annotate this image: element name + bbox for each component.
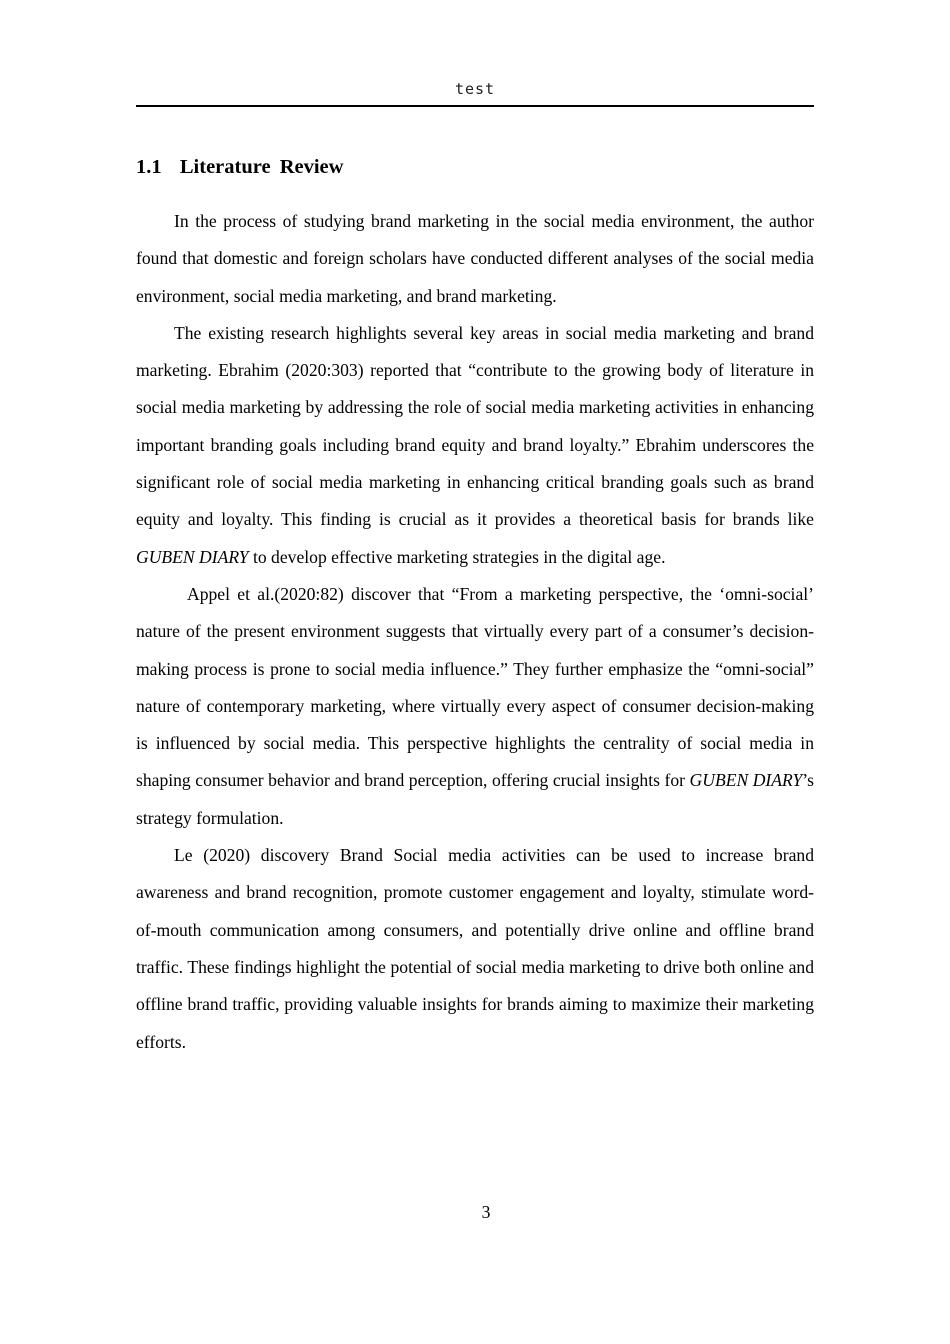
paragraph-3-tail: ’s strategy formulation. [136, 770, 814, 828]
paragraph-2-text: The existing research highlights several key areas in social media marketing and brand marketing. Ebrahim (2020:303) reported that “contribute to the growing body of literature in social media marketing by addressing the role of social media marketing activities in enhancing important branding goals including brand equity and brand loyalty.” Ebrahim underscores the significant role of social media marketing in enhancing critical branding goals such as brand equity and loyalty. This finding is crucial as it provides a theoretical basis for brands like [136, 322, 814, 530]
body-text [136, 203, 814, 1061]
paragraph-4: Le (2020) discovery Brand Social media activities can be used to increase brand awareness and brand recognition, promote customer engagement and loyalty, stimulate word-of-mouth communication among consumers, and potentially drive online and offline brand traffic. These findings highlight the potential of social media marketing to drive both online and offline brand traffic, providing valuable insights for brands aiming to maximize their marketing efforts. [136, 845, 814, 1052]
paragraph-2-tail: to develop effective marketing strategies in the digital age. [248, 546, 666, 567]
section-heading [136, 156, 343, 179]
header-rule [136, 105, 814, 107]
paragraph-3 [136, 576, 814, 837]
paragraph-3-text: Appel et al.(2020:82) discover that “From a marketing perspective, the ‘omni-social’ nature of the present environment suggests that virtually every part of a consumer’s decision-making process is prone to social media influence.” They further emphasize the “omni-social” nature of contemporary marketing, where virtually every aspect of consumer decision-making is influenced by social media. This perspective highlights the centrality of social media in shaping consumer behavior and brand perception, offering crucial insights for [136, 583, 814, 791]
paragraph-2-brand: GUBEN DIARY [136, 546, 249, 567]
paragraph-2 [136, 315, 814, 576]
section-title: Literature Review [179, 156, 344, 178]
section-number: 1.1 [136, 156, 162, 178]
paragraph-1: In the process of studying brand marketing in the social media environment, the author found that domestic and foreign scholars have conducted different analyses of the social media environment, social media marketing, and brand marketing. [136, 211, 814, 306]
paragraph-3-brand: GUBEN DIARY [689, 770, 803, 791]
running-header: test [454, 80, 496, 98]
page-number: 3 [481, 1202, 491, 1222]
